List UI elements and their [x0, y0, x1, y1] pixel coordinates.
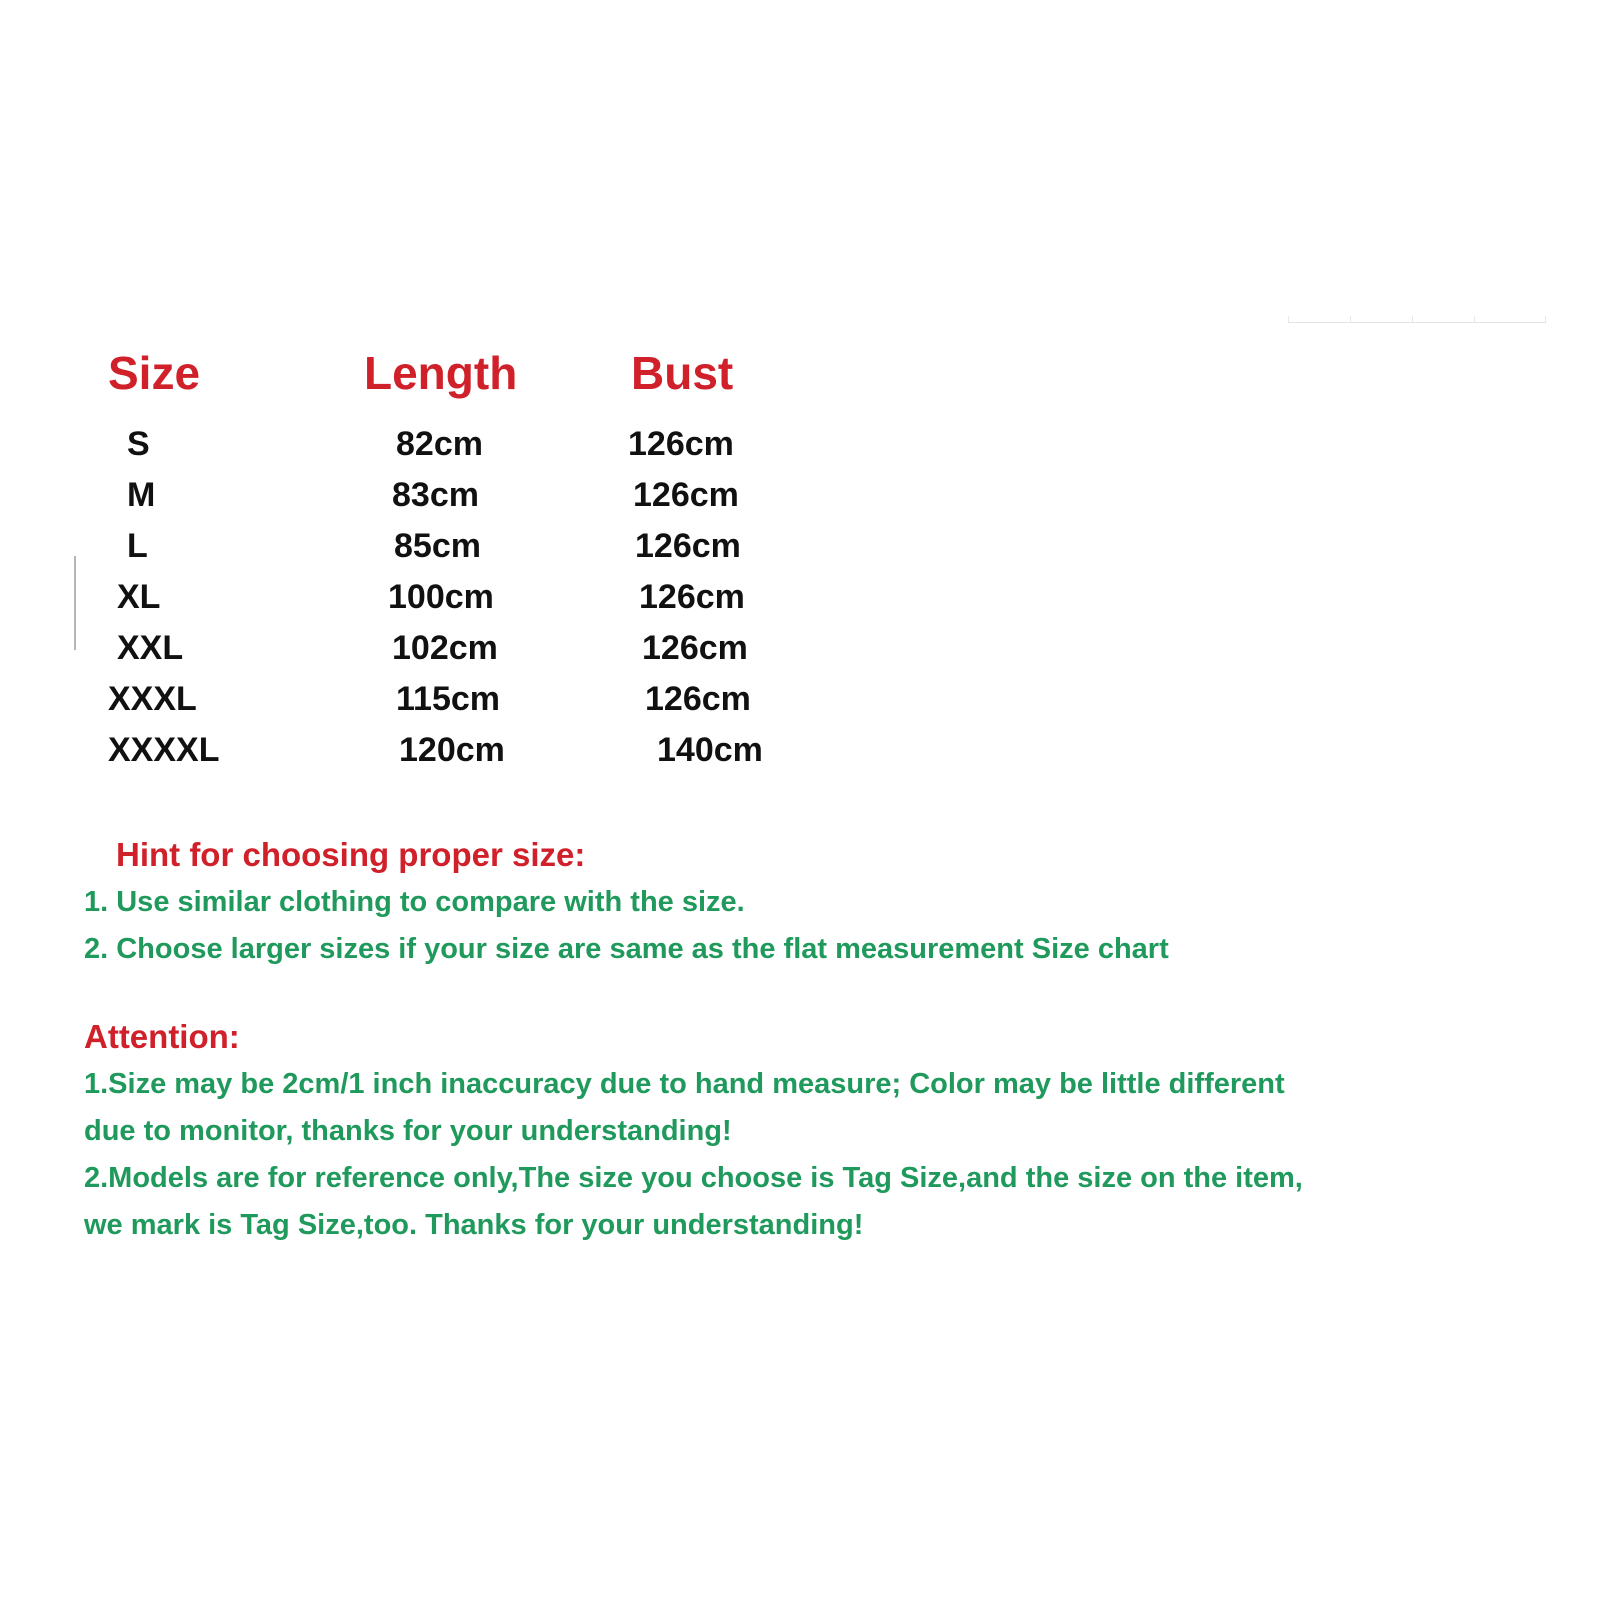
table-cell-length: 83cm	[392, 476, 479, 514]
table-cell-bust: 126cm	[639, 578, 745, 616]
table-cell-length: 120cm	[399, 731, 505, 769]
table-cell-length: 102cm	[392, 629, 498, 667]
table-cell-length: 85cm	[394, 527, 481, 565]
decorative-rule	[1288, 322, 1546, 323]
table-cell-bust: 140cm	[657, 731, 763, 769]
table-cell-length: 100cm	[388, 578, 494, 616]
hint-item: 2. Choose larger sizes if your size are same as the flat measurement Size chart	[84, 933, 1169, 965]
header-bust: Bust	[631, 347, 734, 399]
attention-line: 1.Size may be 2cm/1 inch inaccuracy due to hand measure; Color may be little different	[84, 1068, 1285, 1100]
table-cell-size: M	[127, 476, 156, 514]
table-cell-bust: 126cm	[635, 527, 741, 565]
attention-title: Attention:	[84, 1018, 240, 1055]
hint-item: 1. Use similar clothing to compare with the size.	[84, 886, 745, 918]
table-cell-length: 82cm	[396, 425, 483, 463]
table-cell-bust: 126cm	[645, 680, 751, 718]
table-cell-length: 115cm	[396, 680, 500, 718]
table-cell-bust: 126cm	[633, 476, 739, 514]
table-cell-size: XXXXL	[108, 731, 220, 769]
attention-line: 2.Models are for reference only,The size you choose is Tag Size,and the size on the item,	[84, 1162, 1303, 1194]
table-cell-size: L	[127, 527, 148, 565]
attention-line: we mark is Tag Size,too. Thanks for your understanding!	[84, 1209, 864, 1241]
decorative-divider	[74, 556, 76, 650]
attention-line: due to monitor, thanks for your understanding!	[84, 1115, 732, 1147]
hint-title: Hint for choosing proper size:	[116, 836, 586, 873]
table-cell-bust: 126cm	[628, 425, 734, 463]
table-cell-size: XXL	[117, 629, 184, 667]
table-cell-size: S	[127, 425, 150, 463]
table-cell-size: XL	[117, 578, 161, 616]
header-size: Size	[108, 347, 201, 399]
header-length: Length	[364, 347, 518, 399]
table-cell-size: XXXL	[108, 680, 197, 718]
table-cell-bust: 126cm	[642, 629, 748, 667]
